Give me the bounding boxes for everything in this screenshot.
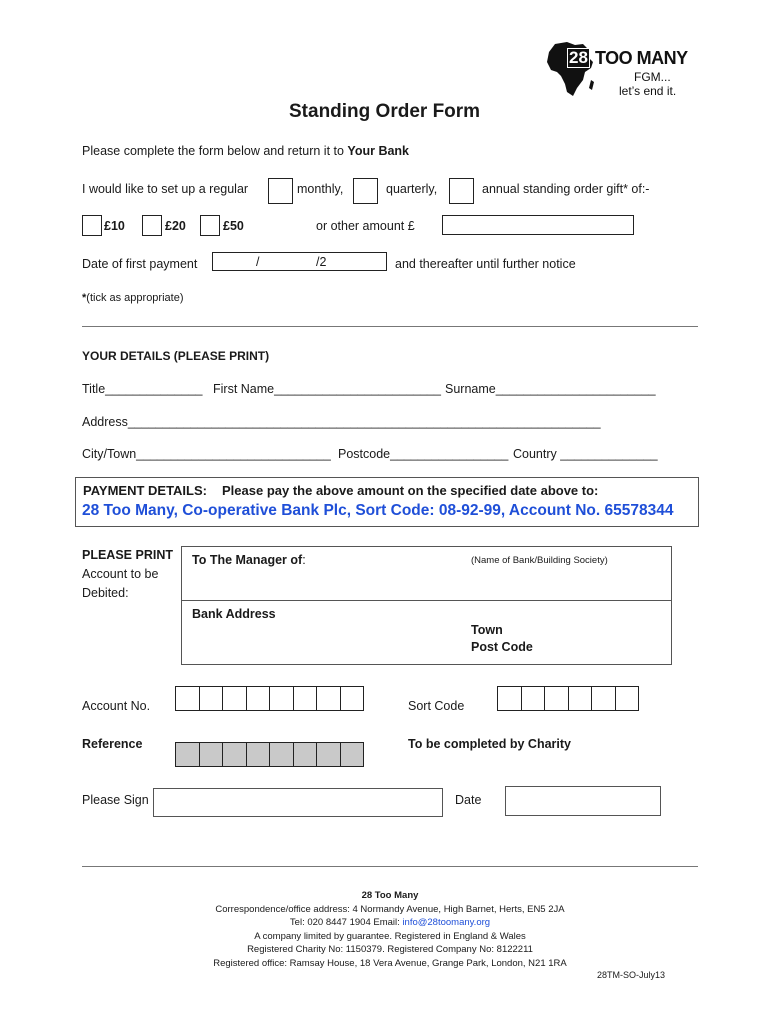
footer-org: 28 Too Many: [361, 890, 419, 901]
sort-code-digit[interactable]: [591, 686, 616, 711]
footer-contact: [80, 916, 700, 930]
intro-text-plain: Please complete the form below and return it to: [82, 144, 348, 158]
reference-cell: [175, 742, 200, 767]
surname-field[interactable]: Surname_______________________: [445, 382, 656, 396]
logo-tagline-2: let’s end it.: [619, 84, 677, 98]
country-field[interactable]: Country ______________: [513, 447, 658, 461]
logo-tagline-1: FGM...: [634, 70, 671, 84]
annual-checkbox[interactable]: [449, 178, 474, 204]
divider-top: [82, 326, 698, 327]
payment-label: PAYMENT DETAILS:: [83, 483, 207, 498]
reference-cell: [246, 742, 271, 767]
account-no-digit[interactable]: [199, 686, 224, 711]
sort-code-digit[interactable]: [497, 686, 522, 711]
account-no-digit[interactable]: [269, 686, 294, 711]
amount-20-label: £20: [165, 219, 186, 233]
sort-code-digit[interactable]: [568, 686, 593, 711]
first-name-field[interactable]: First Name________________________: [213, 382, 441, 396]
account-debited-label-2: Debited:: [82, 586, 129, 600]
quarterly-checkbox[interactable]: [353, 178, 378, 204]
sort-code-digit[interactable]: [521, 686, 546, 711]
tick-note-text: (tick as appropriate): [86, 292, 184, 304]
date-slash-1: /: [256, 255, 260, 269]
amount-50-checkbox[interactable]: [200, 215, 220, 236]
intro-text: [82, 144, 409, 158]
date-label: Date: [455, 793, 482, 807]
first-payment-after: and thereafter until further notice: [395, 257, 576, 271]
sort-code-digit[interactable]: [544, 686, 569, 711]
sign-label: Please Sign: [82, 793, 149, 807]
reference-label: Reference: [82, 737, 143, 751]
date-slash-2: /2: [316, 255, 327, 269]
manager-label-colon: :: [302, 553, 306, 567]
amount-10-checkbox[interactable]: [82, 215, 102, 236]
account-no-digit[interactable]: [293, 686, 318, 711]
reference-cell: [199, 742, 224, 767]
reference-cell: [340, 742, 365, 767]
account-no-label: Account No.: [82, 699, 151, 713]
account-no-digit[interactable]: [246, 686, 271, 711]
bank-address-label: Bank Address: [192, 607, 276, 621]
manager-label: [192, 553, 306, 567]
monthly-label: monthly,: [297, 182, 344, 196]
manager-label-bold: To The Manager of: [192, 553, 303, 567]
bank-name-hint: (Name of Bank/Building Society): [471, 555, 608, 566]
charity-note: To be completed by Charity: [408, 737, 571, 751]
first-payment-label: Date of first payment: [82, 257, 198, 271]
logo: [545, 40, 705, 100]
intro-text-bold: Your Bank: [347, 144, 410, 158]
amount-50-label: £50: [223, 219, 244, 233]
amount-10-label: £10: [104, 219, 125, 233]
footer-registered: Registered office: Ramsay House, 18 Vera Avenue, Grange Park, London, N21 1RA: [213, 957, 567, 969]
other-amount-label: or other amount £: [316, 219, 415, 233]
signature-box[interactable]: [153, 788, 443, 817]
footer-charity: Registered Charity No: 1150379. Registered Company No: 8122211: [247, 944, 533, 955]
tick-note: [82, 292, 184, 304]
postcode-field[interactable]: Postcode_________________: [338, 447, 509, 461]
footer-email-link[interactable]: info@28toomany.org: [402, 917, 491, 928]
form-code: 28TM-SO-July13: [597, 970, 666, 980]
first-payment-date-input[interactable]: [212, 252, 387, 271]
payment-account-line: 28 Too Many, Co-operative Bank Plc, Sort Code: 08-92-99, Account No. 65578344: [82, 502, 674, 519]
title-field[interactable]: Title______________: [82, 382, 203, 396]
page-title: Standing Order Form: [289, 101, 481, 122]
city-field[interactable]: City/Town____________________________: [82, 447, 331, 461]
amount-20-checkbox[interactable]: [142, 215, 162, 236]
footer-address: Correspondence/office address: 4 Normandy Avenue, High Barnet, Herts, EN5 2JA: [215, 903, 565, 915]
quarterly-label: quarterly,: [386, 182, 438, 196]
annual-label: annual standing order gift* of:-: [482, 182, 650, 196]
bank-details-box[interactable]: [181, 546, 672, 665]
tick-note-star: *: [82, 292, 87, 304]
frequency-lead: I would like to set up a regular: [82, 182, 249, 196]
account-no-digit[interactable]: [222, 686, 247, 711]
other-amount-input[interactable]: [442, 215, 634, 235]
monthly-checkbox[interactable]: [268, 178, 293, 204]
account-no-digit[interactable]: [340, 686, 365, 711]
town-label: Town: [471, 623, 503, 637]
divider-bottom: [82, 866, 698, 867]
payment-instruction: Please pay the above amount on the specified date above to:: [222, 483, 599, 498]
reference-cell: [269, 742, 294, 767]
account-no-digit[interactable]: [316, 686, 341, 711]
bank-box-divider: [182, 600, 671, 601]
account-no-grid[interactable]: [175, 686, 363, 711]
account-debited-label-1: Account to be: [82, 567, 159, 581]
date-box[interactable]: [505, 786, 661, 816]
post-code-label: Post Code: [471, 640, 533, 654]
sort-code-digit[interactable]: [615, 686, 640, 711]
reference-cell: [316, 742, 341, 767]
reference-grid: [175, 742, 363, 767]
sort-code-label: Sort Code: [408, 699, 465, 713]
please-print-label: PLEASE PRINT: [82, 548, 173, 562]
reference-cell: [222, 742, 247, 767]
footer: [80, 889, 700, 970]
logo-name: TOO MANY: [595, 48, 688, 68]
sort-code-grid[interactable]: [497, 686, 638, 711]
logo-number: 28: [569, 48, 588, 67]
footer-tel: Tel: 020 8447 1904 Email:: [289, 917, 403, 928]
reference-cell: [293, 742, 318, 767]
account-no-digit[interactable]: [175, 686, 200, 711]
your-details-heading: YOUR DETAILS (PLEASE PRINT): [82, 349, 270, 363]
footer-company: A company limited by guarantee. Registered in England & Wales: [254, 930, 526, 942]
payment-details-box: [75, 477, 699, 527]
address-field[interactable]: Address____________________________________________________________________: [82, 415, 601, 429]
